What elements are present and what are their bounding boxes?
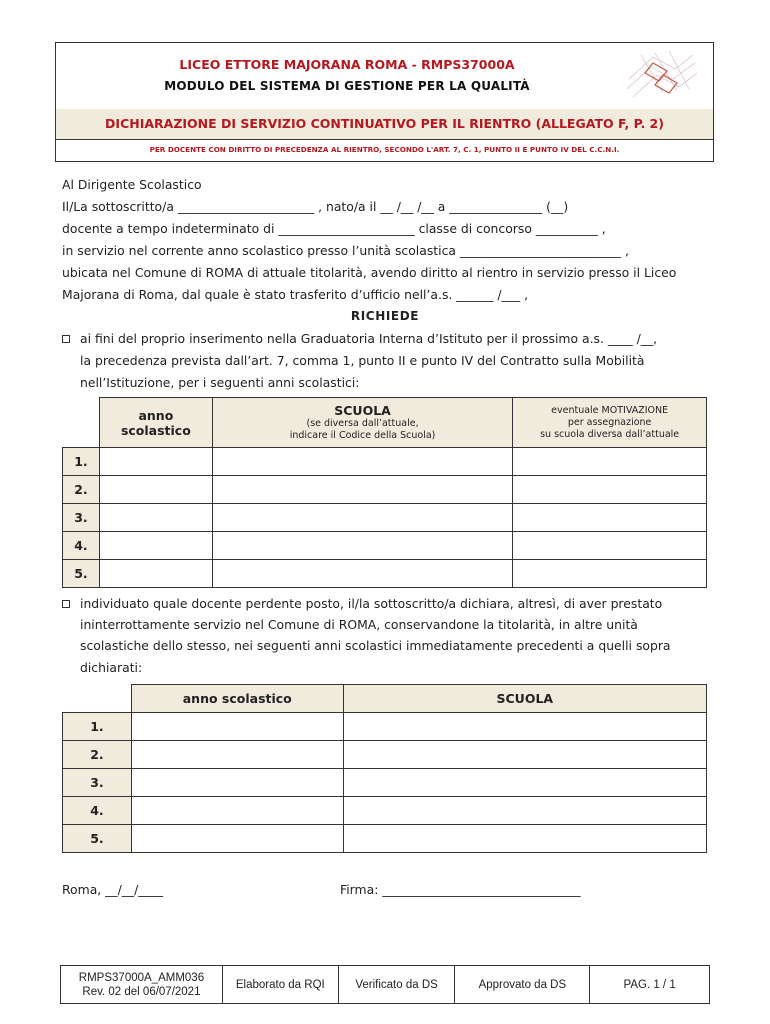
- motivation-cell[interactable]: [513, 504, 707, 532]
- document-title: DICHIARAZIONE DI SERVIZIO CONTINUATIVO PER IL RIENTRO (ALLEGATO F, P. 2): [105, 116, 664, 131]
- col-motivation-header: eventuale MOTIVAZIONE per assegnazione su scuola diversa dall’attuale: [513, 398, 707, 448]
- option2-line2: ininterrottamente servizio nel Comune di ROMA, conservandone la titolarità, in altre unità: [80, 617, 638, 632]
- table-row: 4.: [63, 797, 707, 825]
- year-cell[interactable]: [99, 504, 212, 532]
- school-cell[interactable]: [343, 713, 706, 741]
- table-row: 1.: [63, 448, 707, 476]
- table-row: 4.: [63, 532, 707, 560]
- year-cell[interactable]: [99, 476, 212, 504]
- year-cell[interactable]: [99, 532, 212, 560]
- school-cell[interactable]: [343, 797, 706, 825]
- school-cell[interactable]: [343, 825, 706, 853]
- option1-line2: la precedenza prevista dall’art. 7, comma 1, punto II e punto IV del Contratto sulla Mobilità: [80, 353, 645, 368]
- school-cell[interactable]: [343, 741, 706, 769]
- motivation-cell[interactable]: [513, 532, 707, 560]
- motivation-cell[interactable]: [513, 448, 707, 476]
- col-school-header: SCUOLA (se diversa dall’attuale, indicare il Codice della Scuola): [212, 398, 512, 448]
- year-cell[interactable]: [131, 825, 343, 853]
- year-cell[interactable]: [131, 713, 343, 741]
- header-title-row: [56, 109, 713, 140]
- col-year-header: anno scolastico: [99, 398, 212, 448]
- teacher-line: docente a tempo indeterminato di ______________________ classe di concorso __________ ,: [62, 221, 606, 236]
- verified-by: Verificato da DS: [338, 966, 455, 1004]
- table-row: 2.: [63, 476, 707, 504]
- service-years-table: [62, 684, 707, 853]
- precedence-years-table: [62, 397, 707, 588]
- table-row: 3.: [63, 769, 707, 797]
- table-row: 3.: [63, 504, 707, 532]
- school-cell[interactable]: [212, 532, 512, 560]
- school-cell[interactable]: [212, 448, 512, 476]
- header-top-row: [56, 43, 713, 110]
- year-cell[interactable]: [99, 560, 212, 588]
- recipient: Al Dirigente Scolastico: [62, 177, 202, 192]
- footer-table: [60, 965, 710, 1004]
- option1-line3: nell’Istituzione, per i seguenti anni scolastici:: [80, 375, 360, 390]
- col-school-header: SCUOLA: [343, 685, 706, 713]
- year-cell[interactable]: [131, 797, 343, 825]
- year-cell[interactable]: [131, 769, 343, 797]
- year-cell[interactable]: [99, 448, 212, 476]
- school-logo-icon: [623, 49, 699, 103]
- document-code: RMPS37000A_AMM036 Rev. 02 del 06/07/2021: [61, 966, 223, 1004]
- header-subtitle-row: [56, 139, 713, 161]
- school-cell[interactable]: [212, 560, 512, 588]
- table-row: 5.: [63, 825, 707, 853]
- approved-by: Approvato da DS: [455, 966, 590, 1004]
- location-line: ubicata nel Comune di ROMA di attuale titolarità, avendo diritto al rientro in servizio presso il Liceo: [62, 265, 677, 280]
- motivation-cell[interactable]: [513, 560, 707, 588]
- transfer-line: Majorana di Roma, dal quale è stato trasferito d’ufficio nell’a.s. ______ /___ ,: [62, 287, 529, 302]
- prepared-by: Elaborato da RQI: [222, 966, 338, 1004]
- service-line: in servizio nel corrente anno scolastico presso l’unità scolastica __________________________ ,: [62, 243, 629, 258]
- document-subtitle: PER DOCENTE CON DIRITTO DI PRECEDENZA AL RIENTRO, SECONDO L'ART. 7, C. 1, PUNTO II E PUNTO IV DEL C.C.N.I.: [149, 145, 620, 154]
- table-row: 1.: [63, 713, 707, 741]
- declarant-line: Il/La sottoscritto/a ______________________ , nato/a il __ /__ /__ a _______________ (__): [62, 199, 569, 214]
- school-cell[interactable]: [212, 476, 512, 504]
- page-number: PAG. 1 / 1: [590, 966, 710, 1004]
- place-date-field[interactable]: Roma, __/__/____: [62, 882, 164, 897]
- col-year-header: anno scolastico: [131, 685, 343, 713]
- option1-checkbox[interactable]: [62, 335, 70, 343]
- school-cell[interactable]: [343, 769, 706, 797]
- motivation-cell[interactable]: [513, 476, 707, 504]
- signature-field[interactable]: Firma: ________________________________: [340, 882, 581, 897]
- school-cell[interactable]: [212, 504, 512, 532]
- option2-line4: dichiarati:: [80, 660, 143, 675]
- option1-line1: ai fini del proprio inserimento nella Graduatoria Interna d’Istituto per il prossimo a.s. ____ /__,: [80, 331, 658, 346]
- table-row: 2.: [63, 741, 707, 769]
- school-name: LICEO ETTORE MAJORANA ROMA - RMPS37000A: [179, 57, 515, 72]
- document-header: [55, 42, 714, 162]
- option2-line3: scolastiche dello stesso, nei seguenti anni scolastici immediatamente precedenti a quelli sopra: [80, 638, 671, 653]
- year-cell[interactable]: [131, 741, 343, 769]
- option2-line1: individuato quale docente perdente posto, il/la sottoscritto/a dichiara, altresì, di aver prestato: [80, 596, 663, 611]
- table-row: 5.: [63, 560, 707, 588]
- option2-checkbox[interactable]: [62, 600, 70, 608]
- module-name: MODULO DEL SISTEMA DI GESTIONE PER LA QUALITÀ: [164, 79, 530, 93]
- richiede-heading: RICHIEDE: [350, 309, 420, 323]
